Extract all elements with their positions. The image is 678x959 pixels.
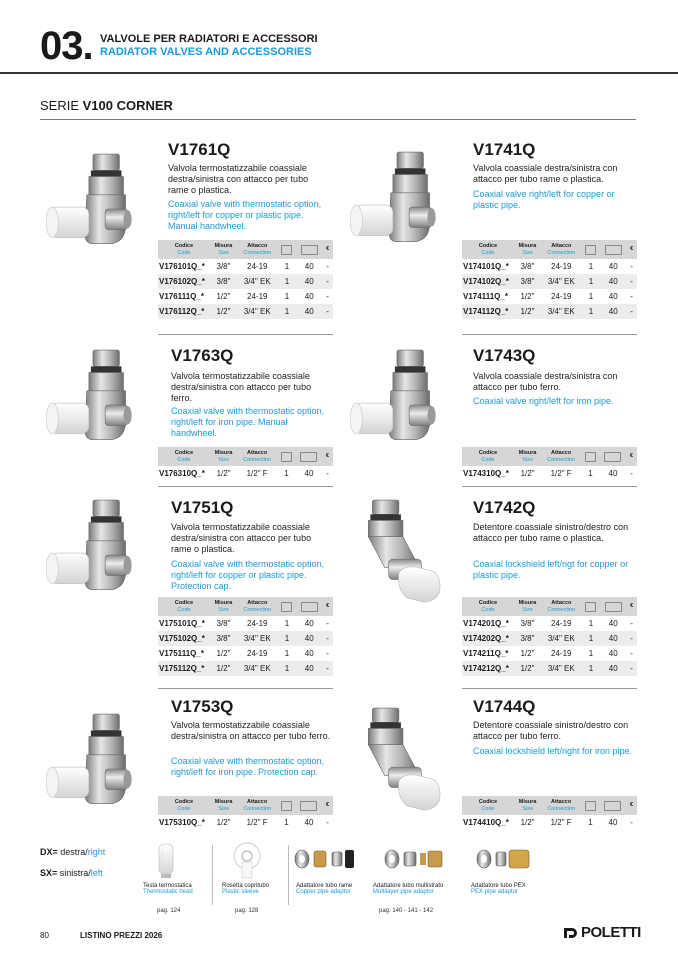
cell-price: - xyxy=(626,661,637,676)
col-connection: Attacco Connection xyxy=(541,240,582,259)
col-size: Misura Size xyxy=(210,597,237,616)
col-connection: Attacco Connection xyxy=(541,597,582,616)
cell-code: V174410Q_* xyxy=(463,818,509,827)
page-number: 80 xyxy=(40,931,49,940)
cell-price: - xyxy=(322,661,333,676)
col-carton-icon xyxy=(600,597,626,616)
cell-pack: 1 xyxy=(278,631,297,646)
cell-size: 3/8" xyxy=(216,619,231,628)
product-table xyxy=(462,796,637,830)
cell-size: 1/2" xyxy=(520,818,535,827)
cell-code: V176102Q_* xyxy=(158,274,210,289)
cell-price: - xyxy=(326,619,329,628)
table-row xyxy=(462,631,637,646)
row-divider xyxy=(158,334,333,335)
col-code: Codice Code xyxy=(158,796,210,815)
cell-price: - xyxy=(326,469,329,478)
col-price: € xyxy=(322,240,333,259)
cell-size: 3/8" xyxy=(514,631,541,646)
box-icon xyxy=(281,245,292,255)
cell-price: - xyxy=(630,262,633,271)
table-row xyxy=(462,616,637,631)
cell-price: - xyxy=(626,631,637,646)
cell-connection: 24-19 xyxy=(551,262,572,271)
cell-carton: 40 xyxy=(296,661,322,676)
cell-carton: 40 xyxy=(600,661,626,676)
cell-carton: 40 xyxy=(304,619,314,628)
accessory-divider xyxy=(212,845,213,905)
product-code: V1743Q xyxy=(473,346,536,365)
cell-size: 3/8" xyxy=(520,619,535,628)
cell-carton: 40 xyxy=(304,292,314,301)
cell-size: 1/2" xyxy=(520,469,535,478)
cell-size: 1/2" xyxy=(520,292,535,301)
cell-size: 3/8" xyxy=(216,262,231,271)
product-description-en: Coaxial lockshield left/rigt for copper or plastic pipe. xyxy=(473,559,629,580)
cell-carton: 40 xyxy=(304,262,314,271)
table-row xyxy=(462,304,637,319)
product-description-it: Valvola termostatizzabile coassiale destra/sinistra on attacco per tubo ferro. xyxy=(171,720,331,741)
multilayer-adaptor-icon xyxy=(384,846,446,872)
copper-adaptor-icon xyxy=(294,846,356,872)
cell-price: - xyxy=(630,469,633,478)
product-table xyxy=(462,597,637,676)
product-description-it: Valvola termostatizzabile coassiale destra/sinistra con attacco per tubo rame o plastica. xyxy=(171,522,312,554)
cell-code: V174101Q_* xyxy=(463,262,509,271)
legend-dx: DX= destra/right xyxy=(40,847,106,857)
cell-price: - xyxy=(322,631,333,646)
product-code: V1742Q xyxy=(473,498,536,517)
cell-carton: 40 xyxy=(608,262,618,271)
table-row xyxy=(158,304,333,319)
product-description-it: Valvola coassiale destra/sinistra con attacco per tubo ferro. xyxy=(473,371,618,392)
cell-carton: 40 xyxy=(600,304,626,319)
accessory-page-ref: pag. 128 xyxy=(235,908,259,914)
cell-connection: 24-19 xyxy=(247,292,268,301)
table-row xyxy=(158,815,333,830)
cell-carton: 40 xyxy=(600,631,626,646)
col-code: Codice Code xyxy=(158,447,210,466)
cell-price: - xyxy=(326,292,329,301)
col-code: Codice Code xyxy=(462,240,514,259)
table-row xyxy=(158,274,333,289)
pex-adaptor-icon xyxy=(476,846,532,872)
cell-price: - xyxy=(630,619,633,628)
product-code: V1741Q xyxy=(473,140,536,159)
cell-pack: 1 xyxy=(284,292,290,301)
cell-price: - xyxy=(326,262,329,271)
cell-price: - xyxy=(322,304,333,319)
col-connection: Attacco Connection xyxy=(541,447,581,466)
col-size: Misura Size xyxy=(514,796,541,815)
footer-title: LISTINO PREZZI 2026 xyxy=(80,931,163,940)
cell-connection: 24-19 xyxy=(247,649,268,658)
product-code: V1751Q xyxy=(171,498,234,517)
col-price: € xyxy=(626,597,637,616)
col-connection: Attacco Connection xyxy=(237,240,278,259)
row-divider xyxy=(158,486,333,487)
cell-size: 1/2" xyxy=(520,649,535,658)
col-pack-icon xyxy=(582,597,601,616)
product-description-en: Coaxial valve with thermostatic option, right/left for iron pipe. Protection cap. xyxy=(171,756,325,777)
cell-code: V174310Q_* xyxy=(463,469,509,478)
valve-image xyxy=(344,344,456,456)
cell-pack: 1 xyxy=(284,469,289,478)
cell-pack: 1 xyxy=(582,304,601,319)
box-icon xyxy=(281,602,292,612)
cell-pack: 1 xyxy=(588,619,594,628)
col-pack-icon xyxy=(277,447,296,466)
legend-sx: SX= sinistra/left xyxy=(40,868,103,878)
col-connection: Attacco Connection xyxy=(237,597,278,616)
col-code: Codice Code xyxy=(158,240,210,259)
cell-code: V174201Q_* xyxy=(463,619,509,628)
cell-connection: 24-19 xyxy=(247,262,268,271)
carton-icon xyxy=(605,602,622,612)
header-divider xyxy=(0,72,678,74)
cell-code: V176310Q_* xyxy=(159,469,205,478)
col-code: Codice Code xyxy=(158,597,210,616)
col-price: € xyxy=(322,447,333,466)
cell-pack: 1 xyxy=(582,274,601,289)
col-size: Misura Size xyxy=(210,240,237,259)
cell-connection: 24-19 xyxy=(551,649,572,658)
cell-connection: 24-19 xyxy=(551,292,572,301)
cell-code: V176112Q_* xyxy=(158,304,210,319)
product-table xyxy=(462,240,637,319)
col-pack-icon xyxy=(278,240,297,259)
cell-size: 1/2" xyxy=(514,304,541,319)
col-size: Misura Size xyxy=(514,447,541,466)
valve-image xyxy=(350,704,462,816)
cell-code: V174112Q_* xyxy=(462,304,514,319)
cell-connection: 3/4" EK xyxy=(237,274,278,289)
cell-pack: 1 xyxy=(278,274,297,289)
cell-carton: 40 xyxy=(608,649,618,658)
box-icon xyxy=(585,602,596,612)
product-code: V1744Q xyxy=(473,697,536,716)
table-row xyxy=(462,274,637,289)
product-description-it: Valvola termostatizzabile coassiale destra/sinistra con attacco per tubo ferro. xyxy=(171,371,312,403)
col-pack-icon xyxy=(582,240,601,259)
cell-code: V175101Q_* xyxy=(159,619,205,628)
carton-icon xyxy=(301,602,318,612)
cell-carton: 40 xyxy=(600,274,626,289)
product-code: V1763Q xyxy=(171,346,234,365)
brand-logo: POLETTI xyxy=(562,924,641,941)
cell-connection: 3/4" EK xyxy=(237,631,278,646)
thermostatic-head-icon xyxy=(156,842,176,880)
valve-image xyxy=(40,494,152,606)
cell-price: - xyxy=(322,274,333,289)
cell-size: 1/2" xyxy=(216,469,231,478)
cell-connection: 1/2" F xyxy=(550,469,572,478)
cell-code: V174211Q_* xyxy=(463,649,509,658)
cell-code: V175112Q_* xyxy=(158,661,210,676)
cell-pack: 1 xyxy=(588,469,593,478)
cell-price: - xyxy=(626,274,637,289)
cell-connection: 3/4" EK xyxy=(237,304,278,319)
product-description-it: Valvola coassiale destra/sinistra con attacco per tubo rame o plastica. xyxy=(473,163,618,184)
cell-code: V175102Q_* xyxy=(158,631,210,646)
cell-code: V174102Q_* xyxy=(462,274,514,289)
valve-image xyxy=(40,148,152,260)
cell-size: 1/2" xyxy=(210,661,237,676)
product-table xyxy=(462,447,637,481)
cell-code: V175111Q_* xyxy=(159,649,204,658)
cell-carton: 40 xyxy=(296,631,322,646)
box-icon xyxy=(281,452,292,462)
cell-pack: 1 xyxy=(278,661,297,676)
cell-code: V176111Q_* xyxy=(159,292,204,301)
col-carton-icon xyxy=(600,240,626,259)
cell-size: 3/8" xyxy=(520,262,535,271)
row-divider xyxy=(462,334,637,335)
col-code: Codice Code xyxy=(462,597,514,616)
cell-carton: 40 xyxy=(608,292,618,301)
box-icon xyxy=(585,801,596,811)
col-carton-icon xyxy=(600,447,626,466)
accessory-page-ref: pag. 124 xyxy=(157,908,181,914)
chapter-title-en: RADIATOR VALVES AND ACCESSORIES xyxy=(100,46,312,58)
table-row xyxy=(158,646,333,661)
col-carton-icon xyxy=(600,796,626,815)
cell-pack: 1 xyxy=(284,649,290,658)
accessory-copper-adaptor: Adattatore tubo rame Copper pipe adaptor xyxy=(296,883,353,895)
cell-carton: 40 xyxy=(608,818,618,827)
product-table xyxy=(158,597,333,676)
col-size: Misura Size xyxy=(514,240,541,259)
table-row xyxy=(158,259,333,274)
cell-price: - xyxy=(626,304,637,319)
table-row xyxy=(158,661,333,676)
chapter-title-it: VALVOLE PER RADIATORI E ACCESSORI xyxy=(100,33,318,45)
col-carton-icon xyxy=(296,597,322,616)
cell-size: 3/8" xyxy=(210,274,237,289)
table-row xyxy=(462,661,637,676)
cell-carton: 40 xyxy=(304,469,314,478)
row-divider xyxy=(462,688,637,689)
cell-pack: 1 xyxy=(588,649,594,658)
col-connection: Attacco Connection xyxy=(237,447,277,466)
col-price: € xyxy=(322,796,333,815)
col-code: Codice Code xyxy=(462,796,514,815)
carton-icon xyxy=(300,801,317,811)
cell-connection: 1/2" F xyxy=(246,818,268,827)
accessory-multilayer-adaptor: Adattatore tubo multistrato Multilayer pipe adaptor xyxy=(373,883,444,895)
cell-pack: 1 xyxy=(278,304,297,319)
cell-connection: 24-19 xyxy=(551,619,572,628)
product-description-it: Valvola termostatizzabile coassiale destra/sinistra con attacco per tubo rame o plastica. xyxy=(168,163,309,195)
cell-pack: 1 xyxy=(284,262,290,271)
cell-pack: 1 xyxy=(588,292,594,301)
col-connection: Attacco Connection xyxy=(541,796,581,815)
poletti-logo-icon xyxy=(562,926,578,940)
cell-connection: 3/4" EK xyxy=(541,274,582,289)
cell-code: V174202Q_* xyxy=(462,631,514,646)
cell-pack: 1 xyxy=(588,818,593,827)
series-heading: SERIE V100 CORNER xyxy=(40,98,173,113)
cell-size: 3/8" xyxy=(514,274,541,289)
col-price: € xyxy=(322,597,333,616)
cell-carton: 40 xyxy=(304,818,314,827)
col-pack-icon xyxy=(581,796,600,815)
table-row xyxy=(462,646,637,661)
table-row xyxy=(158,616,333,631)
cell-pack: 1 xyxy=(284,818,289,827)
product-description-it: Detentore coassiale sinistro/destro con attacco per tubo ferro. xyxy=(473,720,629,741)
cell-size: 1/2" xyxy=(514,661,541,676)
col-price: € xyxy=(626,447,637,466)
col-size: Misura Size xyxy=(210,796,237,815)
cell-code: V174212Q_* xyxy=(462,661,514,676)
col-pack-icon xyxy=(581,447,600,466)
cell-connection: 3/4" EK xyxy=(541,661,582,676)
cell-price: - xyxy=(630,292,633,301)
product-description-en: Coaxial valve with thermostatic option, right/left for iron pipe. Manual handwheel. xyxy=(171,406,325,438)
table-row xyxy=(158,631,333,646)
accessory-plastic-sleeve: Rosetta copritubo Plastic sleeve xyxy=(222,883,270,895)
col-code: Codice Code xyxy=(462,447,514,466)
table-row xyxy=(158,289,333,304)
cell-pack: 1 xyxy=(588,262,594,271)
box-icon xyxy=(585,245,596,255)
cell-carton: 40 xyxy=(296,274,322,289)
cell-price: - xyxy=(326,818,329,827)
col-carton-icon xyxy=(296,240,322,259)
product-description-en: Coaxial valve with thermostatic option, right/left for copper or plastic pipe. Manual handwheel. xyxy=(168,199,322,231)
product-description-en: Coaxial valve right/left for copper or plastic pipe. xyxy=(473,189,615,210)
product-code: V1761Q xyxy=(168,140,231,159)
cell-size: 3/8" xyxy=(210,631,237,646)
product-description-en: Coaxial valve right/left for iron pipe. xyxy=(473,396,614,406)
cell-price: - xyxy=(326,649,329,658)
cell-carton: 40 xyxy=(608,469,618,478)
cell-carton: 40 xyxy=(608,619,618,628)
cell-code: V176101Q_* xyxy=(159,262,205,271)
plastic-sleeve-icon xyxy=(232,840,262,880)
table-row xyxy=(462,466,637,481)
cell-connection: 1/2" F xyxy=(246,469,268,478)
cell-connection: 24-19 xyxy=(247,619,268,628)
cell-connection: 3/4" EK xyxy=(237,661,278,676)
col-pack-icon xyxy=(278,597,297,616)
product-description-it: Detentore coassiale sinistro/destro con attacco per tubo rame o plastica. xyxy=(473,522,629,543)
cell-carton: 40 xyxy=(296,304,322,319)
cell-connection: 1/2" F xyxy=(550,818,572,827)
accessory-thermostatic-head: Testa termostatica Thermostatic head xyxy=(143,883,193,895)
box-icon xyxy=(281,801,292,811)
product-table xyxy=(158,240,333,319)
accessory-pex-adaptor: Adattatore tubo PEX PEX pipe adaptor xyxy=(471,883,526,895)
cell-price: - xyxy=(630,818,633,827)
table-row xyxy=(462,259,637,274)
table-row xyxy=(462,289,637,304)
col-pack-icon xyxy=(277,796,296,815)
carton-icon xyxy=(301,245,318,255)
carton-icon xyxy=(300,452,317,462)
series-divider xyxy=(40,119,636,120)
cell-code: V175310Q_* xyxy=(159,818,205,827)
cell-carton: 40 xyxy=(304,649,314,658)
cell-code: V174111Q_* xyxy=(463,292,508,301)
col-size: Misura Size xyxy=(514,597,541,616)
valve-image xyxy=(350,496,462,608)
accessory-divider xyxy=(288,845,289,905)
cell-pack: 1 xyxy=(582,661,601,676)
col-price: € xyxy=(626,796,637,815)
carton-icon xyxy=(604,452,621,462)
product-table xyxy=(158,796,333,830)
valve-image xyxy=(344,146,456,258)
table-row xyxy=(158,466,333,481)
cell-price: - xyxy=(630,649,633,658)
cell-size: 1/2" xyxy=(216,649,231,658)
box-icon xyxy=(585,452,596,462)
col-carton-icon xyxy=(296,796,322,815)
table-row xyxy=(462,815,637,830)
valve-image xyxy=(40,344,152,456)
cell-connection: 3/4" EK xyxy=(541,304,582,319)
cell-pack: 1 xyxy=(582,631,601,646)
cell-pack: 1 xyxy=(284,619,290,628)
cell-size: 1/2" xyxy=(216,818,231,827)
carton-icon xyxy=(604,801,621,811)
product-description-en: Coaxial lockshield left/right for iron pipe. xyxy=(473,746,633,756)
product-description-en: Coaxial valve with thermostatic option, right/left for copper or plastic pipe. Protection cap. xyxy=(171,559,325,591)
chapter-number: 03. xyxy=(40,24,93,68)
valve-image xyxy=(40,708,152,820)
col-price: € xyxy=(626,240,637,259)
product-table xyxy=(158,447,333,481)
product-code: V1753Q xyxy=(171,697,234,716)
cell-size: 1/2" xyxy=(216,292,231,301)
cell-connection: 3/4" EK xyxy=(541,631,582,646)
row-divider xyxy=(158,688,333,689)
col-carton-icon xyxy=(296,447,322,466)
col-connection: Attacco Connection xyxy=(237,796,277,815)
accessory-page-ref: pag. 140 - 141 - 142 xyxy=(379,908,434,914)
cell-size: 1/2" xyxy=(210,304,237,319)
col-size: Misura Size xyxy=(210,447,237,466)
row-divider xyxy=(462,486,637,487)
carton-icon xyxy=(605,245,622,255)
